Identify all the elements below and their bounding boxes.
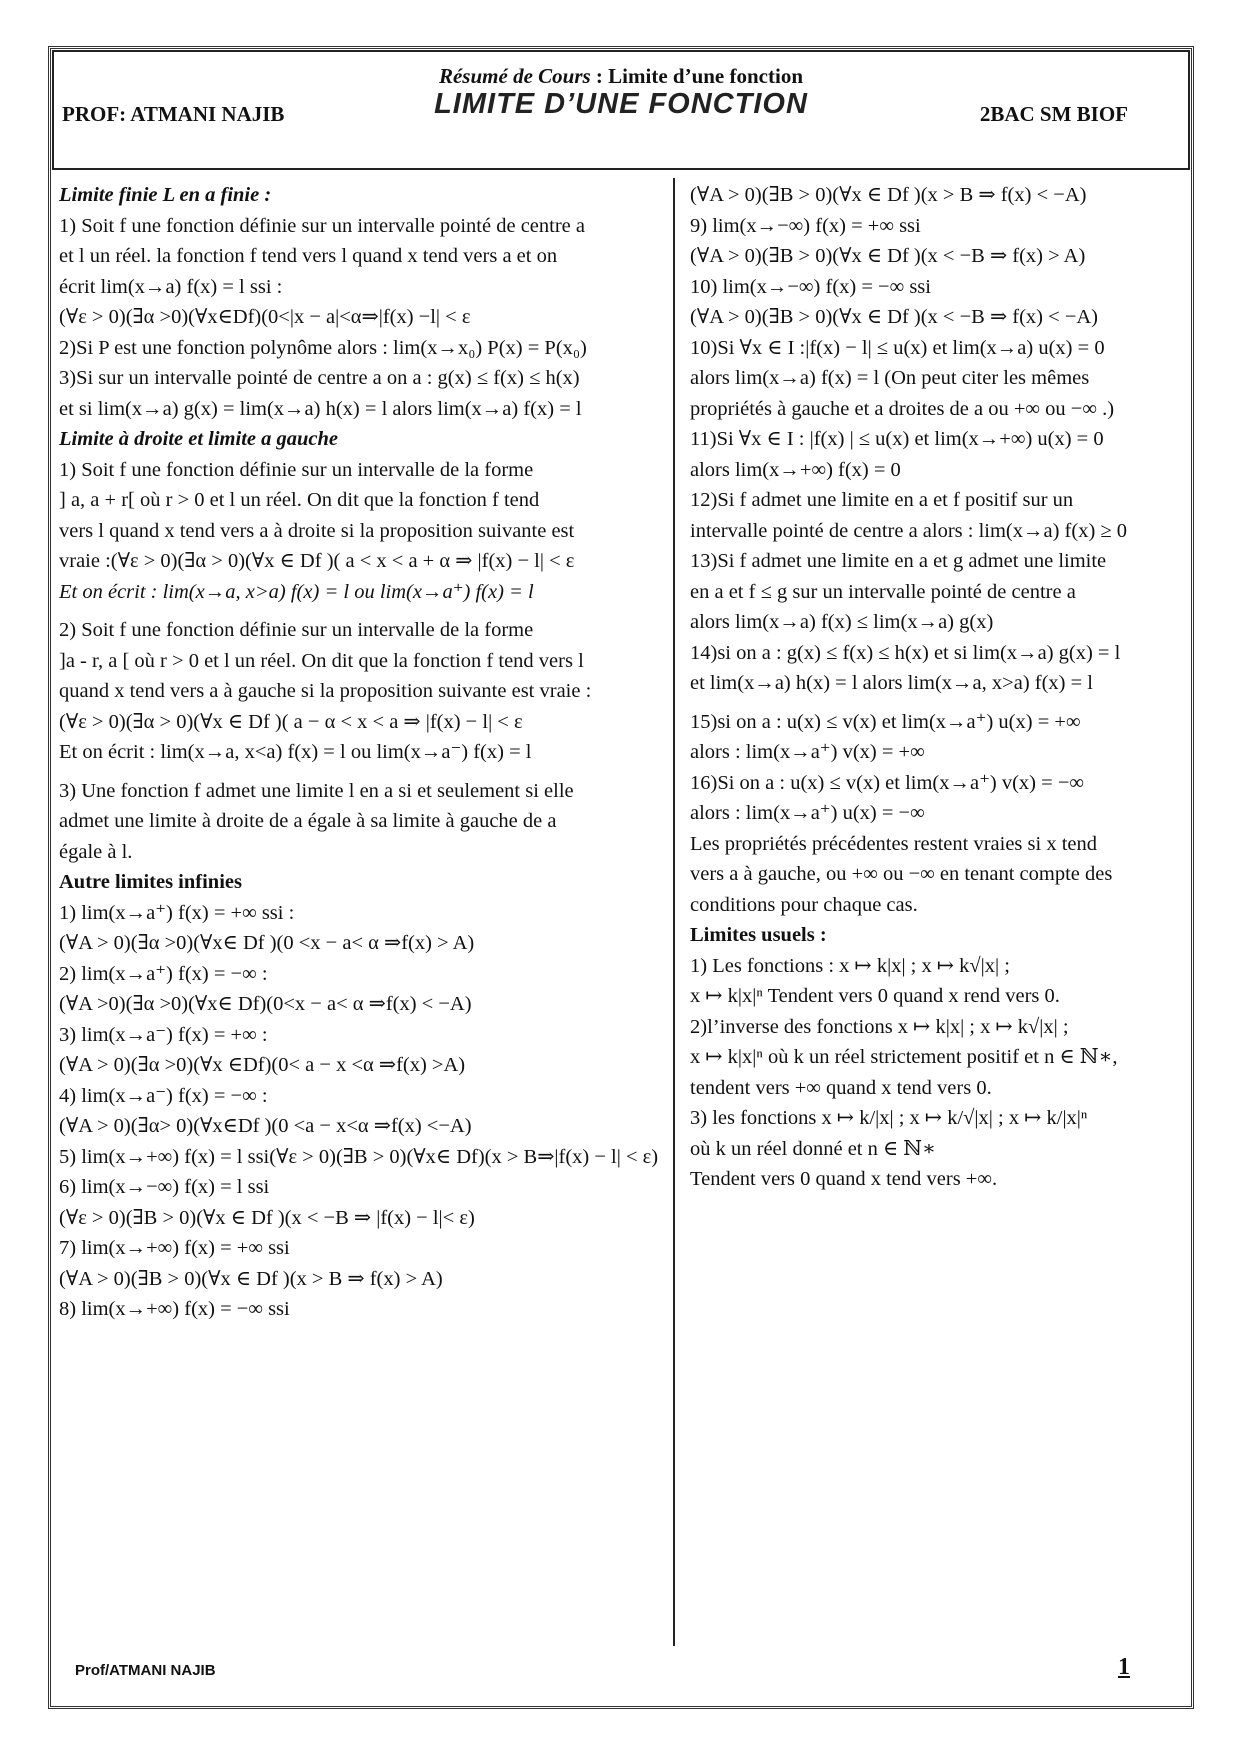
text-line: Les propriétés précédentes restent vraies si x tend <box>690 832 1097 855</box>
section-heading: Limite à droite et limite a gauche <box>59 428 338 450</box>
text-line: alors lim(x→a) f(x) = l (On peut citer les mêmes <box>690 367 1090 389</box>
text-line: en a et f ≤ g sur un intervalle pointé de centre a <box>690 580 1076 603</box>
text-line: vers l quand x tend vers a à droite si la proposition suivante est <box>59 519 575 542</box>
text-line: 10) lim(x→−∞) f(x) = −∞ ssi <box>690 275 931 298</box>
text-line: 13)Si f admet une limite en a et g admet une limite <box>690 550 1107 572</box>
section-heading: Limites usuels : <box>690 924 827 946</box>
page-title: LIMITE D’UNE FONCTION <box>434 88 808 120</box>
section-heading: Limite finie L en a finie : <box>59 184 272 206</box>
section-heading: Autre limites infinies <box>59 871 242 893</box>
text-line: 8) lim(x→+∞) f(x) = −∞ ssi <box>59 1298 290 1320</box>
text-line: 2)l’inverse des fonctions x ↦ k|x| ; x ↦ k√|x| ; <box>690 1015 1069 1038</box>
text-line: ]a - r, a [ où r > 0 et l un réel. On dit que la fonction f tend vers l <box>59 649 584 672</box>
page-number: 1 <box>1118 1654 1130 1680</box>
text-line: quand x tend vers a à gauche si la proposition suivante est vraie : <box>59 680 592 702</box>
text-line: (∀ε > 0)(∃α > 0)(∀x ∈ Df )( a − α < x < a ⇒ |f(x) − l| < ε <box>59 710 523 733</box>
text-line: ] a, a + r[ où r > 0 et l un réel. On dit que la fonction f tend <box>59 489 540 511</box>
text-line: (∀A > 0)(∃α> 0)(∀x∈Df )(0 <a − x<α ⇒f(x) <−A) <box>59 1115 472 1137</box>
footer-author: Prof/ATMANI NAJIB <box>75 1662 216 1679</box>
text-line: (∀ε > 0)(∃B > 0)(∀x ∈ Df )(x < −B ⇒ |f(x) − l|< ε) <box>59 1206 475 1229</box>
text-line: 10)Si ∀x ∈ I :|f(x) − l| ≤ u(x) et lim(x→a) u(x) = 0 <box>690 336 1105 359</box>
text-line: 1) Les fonctions : x ↦ k|x| ; x ↦ k√|x| ; <box>690 954 1010 977</box>
text-line: vers a à gauche, ou +∞ ou −∞ en tenant compte des <box>690 863 1113 885</box>
column-divider <box>673 178 675 1646</box>
text-line: égale à l. <box>59 840 133 863</box>
text-line: 14)si on a : g(x) ≤ f(x) ≤ h(x) et si lim(x→a) g(x) = l <box>690 641 1121 664</box>
professor-name: PROF: ATMANI NAJIB <box>62 102 285 126</box>
text-line: 1) Soit f une fonction définie sur un intervalle pointé de centre a <box>59 214 585 237</box>
course-summary-line <box>54 64 1188 89</box>
text-line: 3) Une fonction f admet une limite l en a si et seulement si elle <box>59 779 574 802</box>
text-line: 2) lim(x→a⁺) f(x) = −∞ : <box>59 962 268 985</box>
text-line: vraie :(∀ε > 0)(∃α > 0)(∀x ∈ Df )( a < x < a + α ⇒ |f(x) − l| < ε <box>59 550 575 572</box>
text-line: 3) lim(x→a⁻) f(x) = +∞ : <box>59 1023 268 1046</box>
text-line: conditions pour chaque cas. <box>690 893 918 916</box>
text-line: Et on écrit : lim(x→a, x>a) f(x) = l ou lim(x→a⁺) f(x) = l <box>59 580 534 603</box>
text-line <box>59 607 667 615</box>
summary-topic: : Limite d’une fonction <box>590 64 803 88</box>
text-line: 3)Si sur un intervalle pointé de centre a on a : g(x) ≤ f(x) ≤ h(x) <box>59 367 580 389</box>
right-column <box>690 180 1190 1195</box>
text-line: 7) lim(x→+∞) f(x) = +∞ ssi <box>59 1237 290 1259</box>
text-line <box>59 768 667 776</box>
text-line: 4) lim(x→a⁻) f(x) = −∞ : <box>59 1084 268 1107</box>
text-line: écrit lim(x→a) f(x) = l ssi : <box>59 275 283 298</box>
text-line: (∀A > 0)(∃B > 0)(∀x ∈ Df )(x > B ⇒ f(x) < −A) <box>690 184 1087 206</box>
text-line: 12)Si f admet une limite en a et f positif sur un <box>690 489 1074 511</box>
text-line: 2)Si P est une fonction polynôme alors : lim(x→x₀) P(x) = P(x₀) <box>59 336 587 359</box>
text-line: intervalle pointé de centre a alors : lim(x→a) f(x) ≥ 0 <box>690 519 1128 542</box>
text-line: et lim(x→a) h(x) = l alors lim(x→a, x>a) f(x) = l <box>690 672 1094 694</box>
text-line: 6) lim(x→−∞) f(x) = l ssi <box>59 1176 270 1198</box>
text-line: et l un réel. la fonction f tend vers l quand x tend vers a et on <box>59 245 558 267</box>
class-level: 2BAC SM BIOF <box>979 102 1128 126</box>
text-line: tendent vers +∞ quand x tend vers 0. <box>690 1076 992 1099</box>
text-line: 15)si on a : u(x) ≤ v(x) et lim(x→a⁺) u(x) = +∞ <box>690 710 1081 733</box>
text-line: 1) Soit f une fonction définie sur un intervalle de la forme <box>59 458 534 481</box>
text-line: et si lim(x→a) g(x) = lim(x→a) h(x) = l alors lim(x→a) f(x) = l <box>59 397 582 420</box>
text-line: (∀A >0)(∃α >0)(∀x∈ Df)(0<x − a< α ⇒f(x) < −A) <box>59 993 472 1015</box>
text-line: (∀A > 0)(∃α >0)(∀x ∈Df)(0< a − x <α ⇒f(x) >A) <box>59 1054 466 1076</box>
text-line: (∀A > 0)(∃B > 0)(∀x ∈ Df )(x < −B ⇒ f(x) < −A) <box>690 306 1099 328</box>
summary-label: Résumé de Cours <box>438 64 591 88</box>
text-line: 11)Si ∀x ∈ I : |f(x) | ≤ u(x) et lim(x→+∞) u(x) = 0 <box>690 428 1104 450</box>
text-line: où k un réel donné et n ∈ ℕ∗ <box>690 1137 936 1160</box>
text-line: alors : lim(x→a⁺) u(x) = −∞ <box>690 802 925 824</box>
text-line: alors : lim(x→a⁺) v(x) = +∞ <box>690 741 925 763</box>
text-line: admet une limite à droite de a égale à sa limite à gauche de a <box>59 810 557 832</box>
text-line: 2) Soit f une fonction définie sur un intervalle de la forme <box>59 619 534 641</box>
text-line: propriétés à gauche et a droites de a ou +∞ ou −∞ .) <box>690 397 1115 420</box>
text-line: (∀ε > 0)(∃α >0)(∀x∈Df)(0<|x − a|<α⇒|f(x) −l| < ε <box>59 306 471 328</box>
text-line: x ↦ k|x|ⁿ Tendent vers 0 quand x rend vers 0. <box>690 985 1060 1007</box>
text-line: 1) lim(x→a⁺) f(x) = +∞ ssi : <box>59 901 295 924</box>
text-line: alors lim(x→+∞) f(x) = 0 <box>690 458 901 481</box>
text-line: 3) les fonctions x ↦ k/|x| ; x ↦ k/√|x| ; x ↦ k/|x|ⁿ <box>690 1107 1088 1129</box>
text-line: (∀A > 0)(∃α >0)(∀x∈ Df )(0 <x − a< α ⇒f(x) > A) <box>59 932 475 954</box>
text-line: 16)Si on a : u(x) ≤ v(x) et lim(x→a⁺) v(x) = −∞ <box>690 771 1084 794</box>
text-line: (∀A > 0)(∃B > 0)(∀x ∈ Df )(x > B ⇒ f(x) > A) <box>59 1267 443 1290</box>
text-line: 9) lim(x→−∞) f(x) = +∞ ssi <box>690 214 921 237</box>
text-line: Et on écrit : lim(x→a, x<a) f(x) = l ou lim(x→a⁻) f(x) = l <box>59 741 532 763</box>
text-line <box>690 699 1190 707</box>
text-line: 5) lim(x→+∞) f(x) = l ssi(∀ε > 0)(∃B > 0)(∀x∈ Df)(x > B⇒|f(x) − l| < ε) <box>59 1145 659 1168</box>
text-line: Tendent vers 0 quand x tend vers +∞. <box>690 1168 998 1190</box>
header-box <box>52 50 1190 170</box>
left-column <box>59 180 667 1325</box>
text-line: alors lim(x→a) f(x) ≤ lim(x→a) g(x) <box>690 611 994 633</box>
text-line: (∀A > 0)(∃B > 0)(∀x ∈ Df )(x < −B ⇒ f(x) > A) <box>690 245 1086 267</box>
text-line: x ↦ k|x|ⁿ où k un réel strictement positif et n ∈ ℕ∗, <box>690 1046 1118 1068</box>
